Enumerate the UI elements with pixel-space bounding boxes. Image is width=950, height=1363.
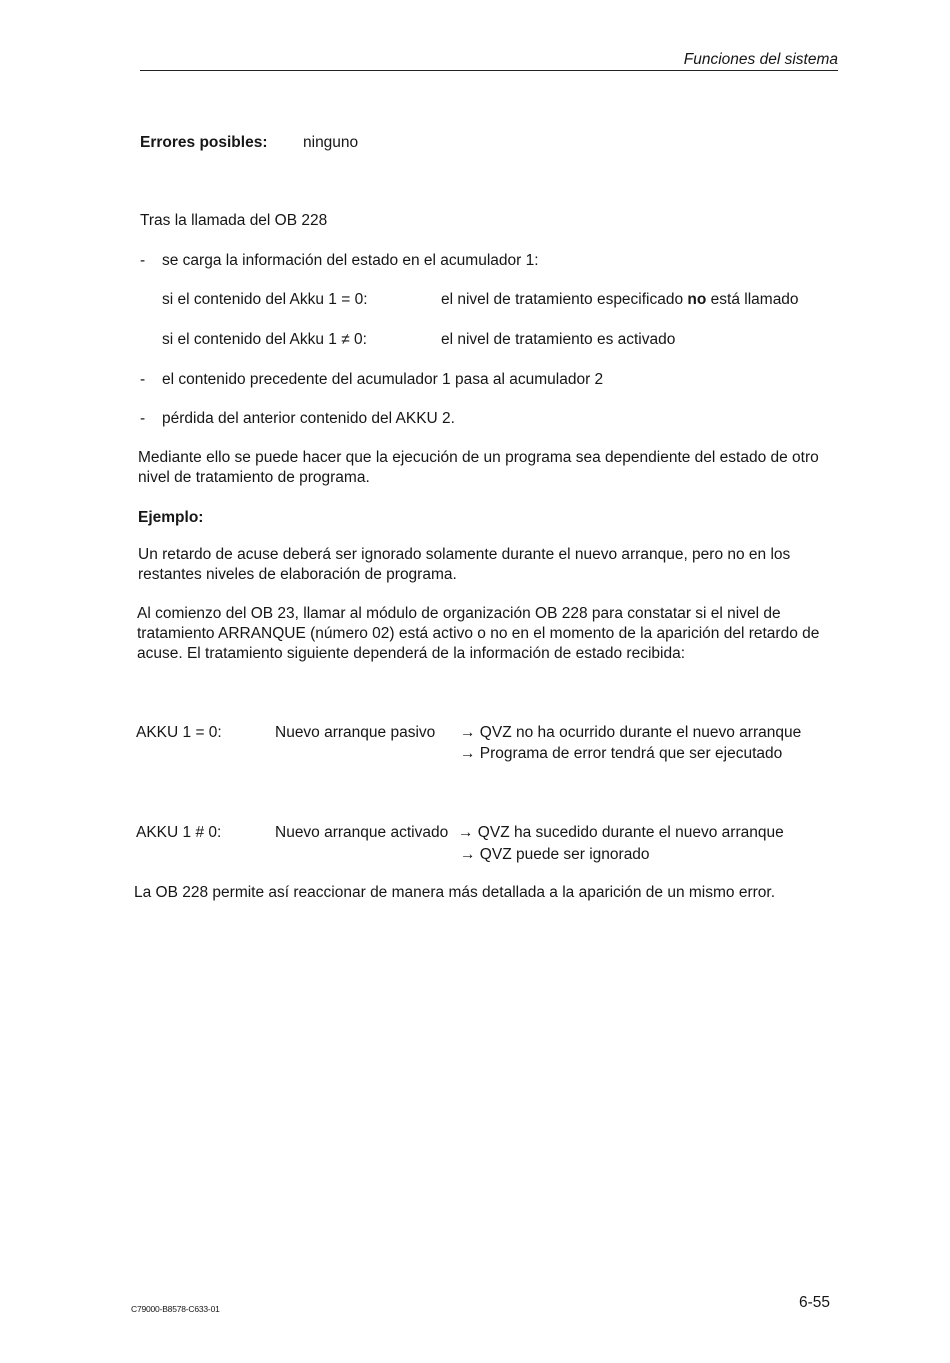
running-header-title: Funciones del sistema bbox=[683, 51, 838, 68]
bullet-dash: - bbox=[140, 410, 146, 427]
conclusion-text: La OB 228 permite así reaccionar de manera más detallada a la aparición de un mismo error. bbox=[134, 884, 776, 901]
paragraph-example: Un retardo de acuse deberá ser ignorado solamente durante el nuevo arranque, pero no en los restantes niveles de elaboración de programa. bbox=[138, 546, 791, 583]
condition-result-nonzero: el nivel de tratamiento es activado bbox=[441, 331, 676, 348]
case-consequence-2: → Programa de error tendrá que ser ejecutado bbox=[460, 745, 783, 762]
case-state-active: Nuevo arranque activado bbox=[275, 824, 449, 841]
paragraph-procedure: Al comienzo del OB 23, llamar al módulo de organización OB 228 para constatar si el nivel de tratamiento ARRANQUE (número 02) está activo o no en el momento de la aparición del retardo de acuse. El tratamiento siguiente dependerá de la información de estado recibida: bbox=[137, 605, 820, 662]
errors-label: Errores posibles: bbox=[140, 134, 268, 151]
intro-text: Tras la llamada del OB 228 bbox=[140, 212, 328, 229]
case-consequence-2: → QVZ puede ser ignorado bbox=[460, 846, 650, 863]
case-condition-zero: AKKU 1 = 0: bbox=[136, 724, 222, 741]
case-condition-nonzero: AKKU 1 # 0: bbox=[136, 824, 222, 841]
paragraph-dependency: Mediante ello se puede hacer que la ejecución de un programa sea dependiente del estado de otro nivel de tratamiento de programa. bbox=[138, 449, 819, 486]
condition-label-zero: si el contenido del Akku 1 = 0: bbox=[162, 291, 368, 308]
example-heading: Ejemplo: bbox=[138, 509, 204, 526]
condition-result-zero: el nivel de tratamiento especificado no está llamado bbox=[441, 291, 799, 308]
emphasis-no: no bbox=[687, 291, 707, 308]
case-consequence-1: → QVZ no ha ocurrido durante el nuevo arranque bbox=[460, 724, 802, 741]
bullet-accumulator-shift: el contenido precedente del acumulador 1 pasa al acumulador 2 bbox=[162, 371, 604, 388]
bullet-dash: - bbox=[140, 371, 146, 388]
bullet-load-status: se carga la información del estado en el acumulador 1: bbox=[162, 252, 539, 269]
case-consequence-1: → QVZ ha sucedido durante el nuevo arranque bbox=[458, 824, 784, 841]
errors-value: ninguno bbox=[303, 134, 359, 151]
document-code: C79000-B8578-C633-01 bbox=[131, 1304, 220, 1314]
bullet-akku2-loss: pérdida del anterior contenido del AKKU 2. bbox=[162, 410, 455, 427]
case-state-passive: Nuevo arranque pasivo bbox=[275, 724, 436, 741]
condition-label-nonzero: si el contenido del Akku 1 ≠ 0: bbox=[162, 331, 367, 348]
header-rule bbox=[140, 70, 838, 71]
page-number: 6-55 bbox=[798, 1294, 830, 1311]
bullet-dash: - bbox=[140, 252, 146, 269]
